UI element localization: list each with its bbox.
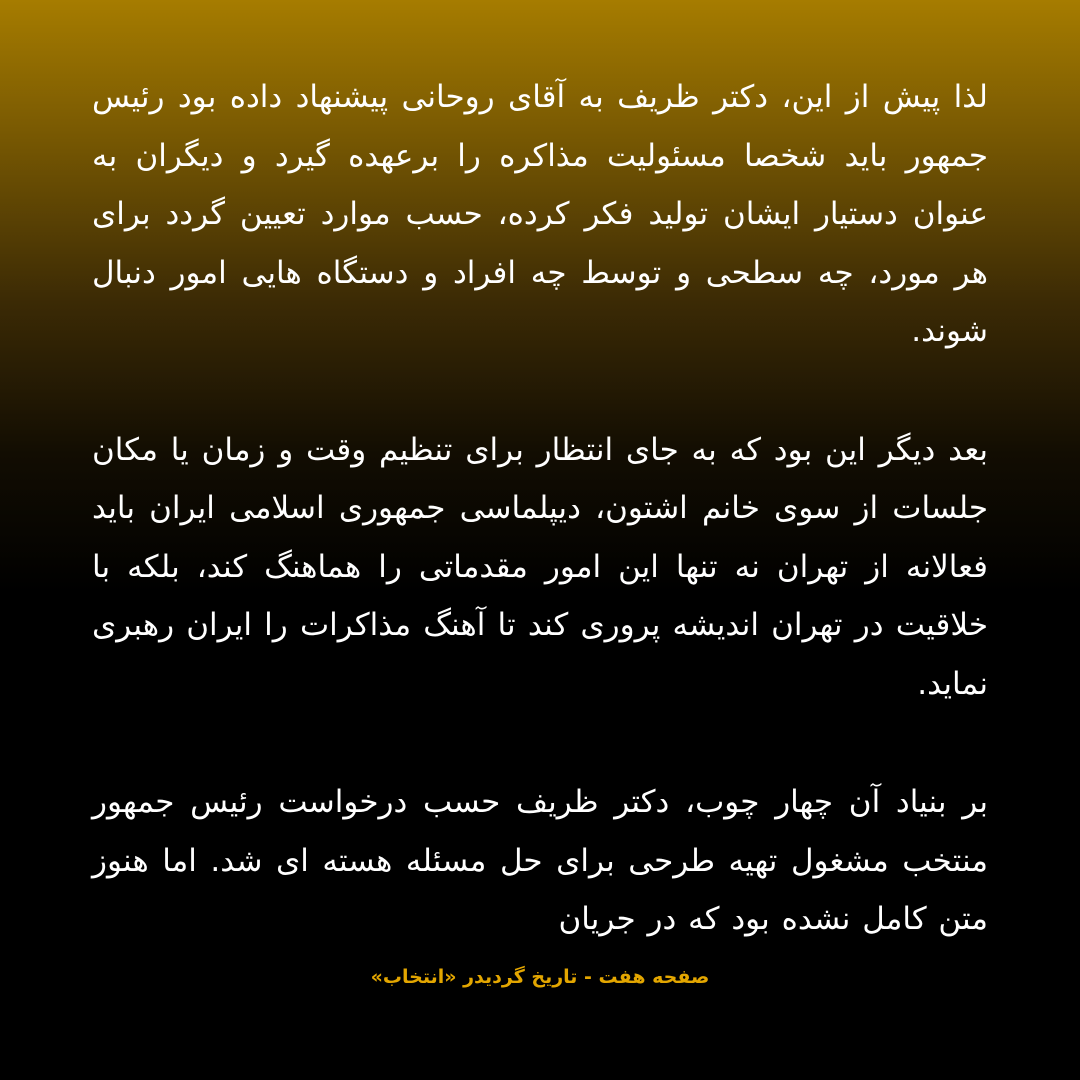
page-body (92, 68, 988, 1009)
paragraph-1: لذا پیش از این، دکتر ظریف به آقای روحانی پیشنهاد داده بود رئیس جمهور باید شخصا مسئولیت مذاکره را برعهده گیرد و دیگران به عنوان دستیار ایشان تولید فکر کرده، حسب موارد تعیین گردد برای هر مورد، چه سطحی و توسط چه افراد و دستگاه هایی امور دنبال شوند. (92, 79, 988, 349)
paragraph-3: بر بنیاد آن چهار چوب، دکتر ظریف حسب درخواست رئیس جمهور منتخب مشغول تهیه طرحی برای حل مسئله هسته ای شد. اما هنوز متن کامل نشده بود که در جریان (92, 784, 988, 937)
paragraph-2: بعد دیگر این بود که به جای انتظار برای تنظیم وقت و زمان یا مکان جلسات از سوی خانم اشتون، دیپلماسی جمهوری اسلامی ایران باید فعالانه از تهران نه تنها این امور مقدماتی را هماهنگ کند، بلکه با خلاقیت در تهران اندیشه پروری کند تا آهنگ مذاکرات را ایران رهبری نماید. (92, 431, 988, 702)
page-footer: صفحه هفت - تاریخ گردیدر «انتخاب» (370, 966, 710, 988)
